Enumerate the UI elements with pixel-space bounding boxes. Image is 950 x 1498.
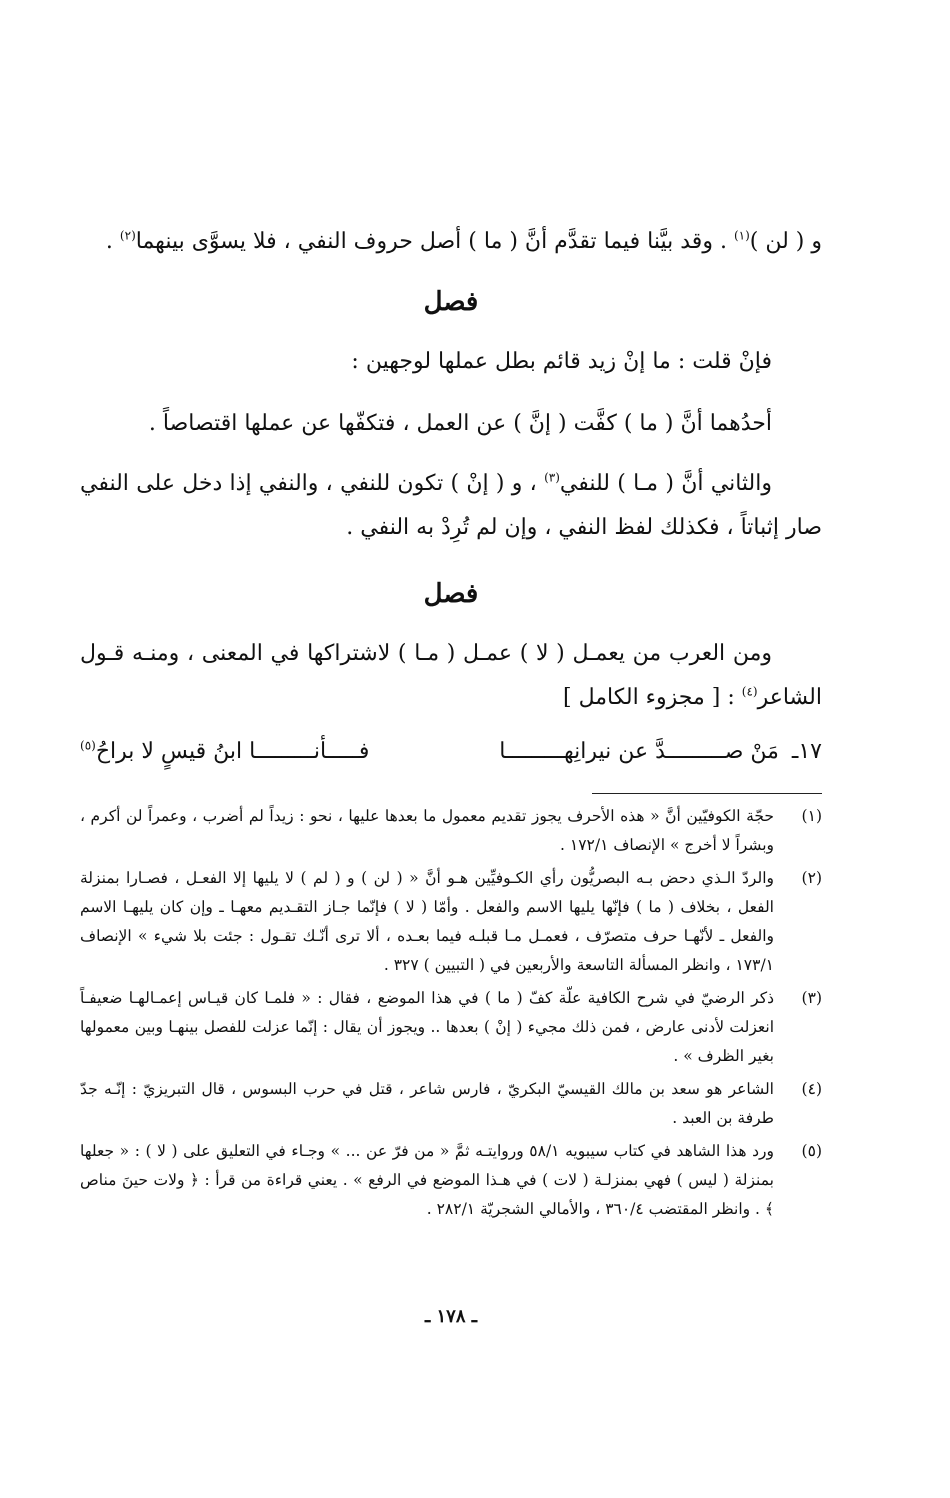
verse-second-text: فـــــأنـــــــــا ابنُ قيسٍ لا براحُ <box>95 739 370 764</box>
footnote-text: ذكر الرضيّ في شرح الكافية علّة كفّ ( ما ) في هذا الموضع ، فقال : « فلمـا كان قيـاس إعمـالهـا ضعيفـاً انعزلت لأدنى عارض ، فمن ذلك مجيء ( إنْ ) بعدها .. ويجوز أن يقال : إنّما عزلت للفصل بينهـا وبين معمولها بغير الظرف » . <box>80 989 774 1065</box>
footnote-ref-1: (١) <box>733 228 750 243</box>
book-page <box>80 0 822 1498</box>
footnote-number: (٥) <box>801 1142 822 1160</box>
footnotes <box>80 802 822 1228</box>
section2-paragraph-part1: ومن العرب من يعمـل ( لا ) عمـل ( مـا ) لاشتراكها في المعنى ، ومنـه قـول الشاعر <box>80 641 822 710</box>
verse-second-hemistich <box>80 732 369 772</box>
paragraph-intro-part2: . وقد بيَّنا فيما تقدَّم أنَّ ( ما ) أصل حروف النفي ، فلا يسوَّى بينهما <box>135 229 734 254</box>
footnote <box>80 802 822 860</box>
footnote-number: (٤) <box>801 1080 822 1098</box>
section1-answer-1: أحدُهما أنَّ ( ما ) كفَّت ( إنَّ ) عن العمل ، فتكفّها عن عملها اقتصاصاً . <box>148 411 772 436</box>
footnote-ref-4: (٤) <box>741 684 758 699</box>
verse-first-text: مَنْ صـــــــــدَّ عن نيرانِهـــــــــا <box>499 739 779 764</box>
footnote-text: والردّ الـذي دحض بـه البصريُّون رأي الكـوفيِّين هـو أنَّ « ( لن ) و ( لم ) لا يليها إلا الفعـل ، فصـارا بمنزلة الفعل ، بخلاف ( ما ) فإنّها يليها الاسم والفعل . وأمّا ( لا ) فإنّما جـاز التقـديم معهـا ـ وإن كان يليهـا الاسم والفعل ـ لأنّهـا حرف متصرّف ، فعمـل مـا قبلـه فيما بعـده ، ألا ترى أنّـك تقـول : جئت بلا شيء » الإنصاف ١٧٣/١ ، وانظر المسألة التاسعة والأربعين في ( التبيين ) ٣٢٧ . <box>80 869 774 974</box>
section2-paragraph-meter: : [ مجزوء الكامل ] <box>563 685 742 710</box>
footnote-ref-3: (٣) <box>544 470 560 485</box>
footnote-number: (٢) <box>801 869 822 887</box>
footnote-ref-2: (٢) <box>119 228 136 243</box>
footnote <box>80 1075 822 1133</box>
footnote-text: ورد هذا الشاهد في كتاب سيبويه ٥٨/١ وروايتـه ثمَّ « من فرّ عن ... » وجـاء في التعليق على ( لا ) : « جعلها بمنزلة ( ليس ) فهي بمنزلـة ( لات ) في هـذا الموضع في الرفع » . يعني قراءة من قرأ : ﴿ ولات حينَ مناص ﴾ . وانظر المقتضب ٣٦٠/٤ ، والأمالي الشجريّة ٢٨٢/١ . <box>80 1142 774 1218</box>
section-title-2: فصل <box>423 579 479 609</box>
section2-paragraph <box>80 632 822 720</box>
footnote-number: (٣) <box>801 989 822 1007</box>
section-title-1: فصل <box>423 287 479 317</box>
section1-question: فإنْ قلت : ما إنْ زيد قائم بطل عملها لوجهين : <box>351 349 772 374</box>
section1-answer-2-part1: والثاني أنَّ ( مـا ) للنفي <box>559 471 772 496</box>
footnote <box>80 864 822 980</box>
footnote <box>80 984 822 1071</box>
paragraph-intro-part3: . <box>105 229 120 254</box>
footnote <box>80 1137 822 1224</box>
paragraph-intro <box>80 220 822 264</box>
section1-answer-2-part2: ، و ( إنْ ) تكون للنفي ، والنفي إذا دخل على النفي صار إثباتاً ، فكذلك لفظ النفي ، وإن لم تُرِدْ به النفي . <box>80 471 822 540</box>
page-number: ـ ١٧٨ ـ <box>424 1306 478 1327</box>
verse-number: ١٧ـ <box>791 739 822 764</box>
section1-answer-2 <box>80 462 822 550</box>
footnote-text: حجّة الكوفيّين أنَّ « هذه الأحرف يجوز تقديم معمول ما بعدها عليها ، نحو : زيداً لم أضرب ، وعمراً لن أكرم ، وبشراً لا أخرج » الإنصاف ١٧٢/١ . <box>80 807 774 854</box>
poetry-verse <box>80 732 822 772</box>
verse-first-hemistich <box>499 732 822 772</box>
footnote-separator <box>592 793 822 794</box>
footnote-ref-5: (٥) <box>80 738 96 753</box>
footnote-text: الشاعر هو سعد بن مالك القيسيّ البكريّ ، فارس شاعر ، قتل في حرب البسوس ، قال التبريزيّ : إنّـه جدّ طرفة بن العبد . <box>80 1080 774 1127</box>
footnote-number: (١) <box>801 807 822 825</box>
paragraph-intro-part1: و ( لن ) <box>749 229 822 254</box>
